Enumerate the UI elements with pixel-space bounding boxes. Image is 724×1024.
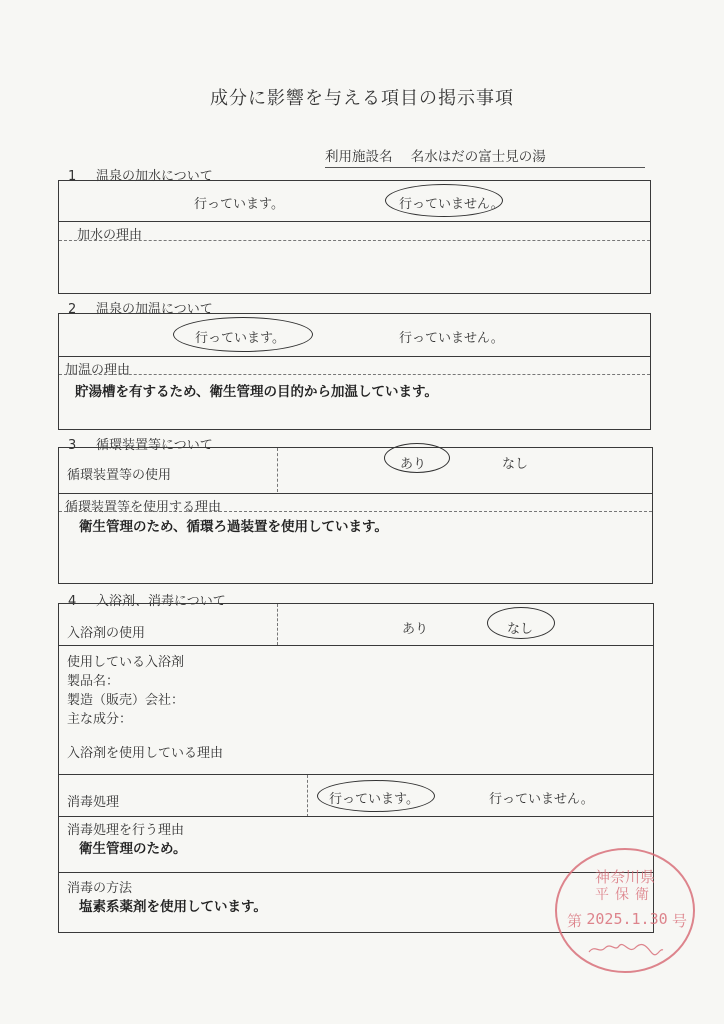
stamp-go: 号 bbox=[671, 912, 687, 930]
heating-reason-label: 加温の理由 bbox=[65, 363, 131, 378]
selection-circle bbox=[487, 607, 555, 639]
circulation-no: なし bbox=[502, 457, 529, 472]
circulation-reason: 衛生管理のため、循環ろ過装置を使用しています。 bbox=[79, 519, 388, 535]
disinfection-reason-label: 消毒処理を行う理由 bbox=[67, 823, 185, 838]
disinfection-yes: 行っています。 bbox=[329, 792, 419, 807]
section-3-box bbox=[58, 447, 653, 584]
section-2-heading: 2 温泉の加温について bbox=[68, 302, 213, 317]
circulation-yes: あり bbox=[400, 457, 427, 472]
stamp-dai: 第 bbox=[567, 912, 583, 930]
disinfection-label: 消毒処理 bbox=[67, 795, 120, 810]
facility-label: 利用施設名 bbox=[325, 149, 393, 165]
stamp-prefecture: 神奈川県 bbox=[594, 868, 655, 886]
water-added-no: 行っていません。 bbox=[399, 197, 504, 212]
official-seal-stamp bbox=[555, 848, 695, 973]
heating-yes: 行っています。 bbox=[195, 331, 285, 346]
stamp-date: 2025.1.30 bbox=[586, 910, 668, 928]
disinfection-reason: 衛生管理のため。 bbox=[79, 841, 187, 857]
ingredient-label: 主な成分： bbox=[67, 712, 133, 727]
facility-name: 名水はだの富士見の湯 bbox=[410, 149, 546, 165]
disinfection-method-label: 消毒の方法 bbox=[67, 881, 133, 896]
selection-circle bbox=[385, 184, 503, 217]
facility-line bbox=[325, 145, 645, 168]
stamp-signature bbox=[557, 940, 693, 961]
selection-circle bbox=[384, 443, 450, 473]
selection-circle bbox=[173, 317, 313, 352]
circulation-use-label: 循環装置等の使用 bbox=[67, 468, 172, 483]
stamp-number-line bbox=[567, 910, 687, 931]
water-added-yes: 行っています。 bbox=[194, 197, 284, 212]
selection-circle bbox=[317, 780, 435, 812]
disinfection-no: 行っていません。 bbox=[489, 792, 594, 807]
section-2-box bbox=[58, 313, 651, 430]
section-3-heading: 3 循環装置等について bbox=[68, 438, 213, 453]
bath-agent-use-label: 入浴剤の使用 bbox=[67, 626, 146, 641]
bath-agent-no: なし bbox=[507, 622, 534, 637]
bath-agent-heading: 使用している入浴剤 bbox=[67, 655, 185, 670]
bath-agent-reason-label: 入浴剤を使用している理由 bbox=[67, 746, 224, 761]
maker-label: 製造（販売）会社： bbox=[67, 693, 185, 708]
disinfection-method: 塩素系薬剤を使用しています。 bbox=[79, 899, 267, 915]
section-4-heading: 4 入浴剤、消毒について bbox=[68, 594, 226, 609]
product-name-label: 製品名： bbox=[67, 674, 120, 689]
bath-agent-yes: あり bbox=[402, 622, 429, 637]
circulation-reason-label: 循環装置等を使用する理由 bbox=[65, 500, 222, 515]
water-added-reason-label: 加水の理由 bbox=[77, 228, 143, 243]
section-1-box bbox=[58, 180, 651, 294]
section-1-heading: 1 温泉の加水について bbox=[68, 169, 213, 184]
document-title: 成分に影響を与える項目の掲示事項 bbox=[210, 88, 514, 109]
heating-no: 行っていません。 bbox=[399, 331, 504, 346]
signature-scribble bbox=[585, 940, 665, 958]
heating-reason: 貯湯槽を有するため、衛生管理の目的から加温しています。 bbox=[75, 384, 438, 400]
stamp-office: 平保衛 bbox=[595, 887, 655, 903]
